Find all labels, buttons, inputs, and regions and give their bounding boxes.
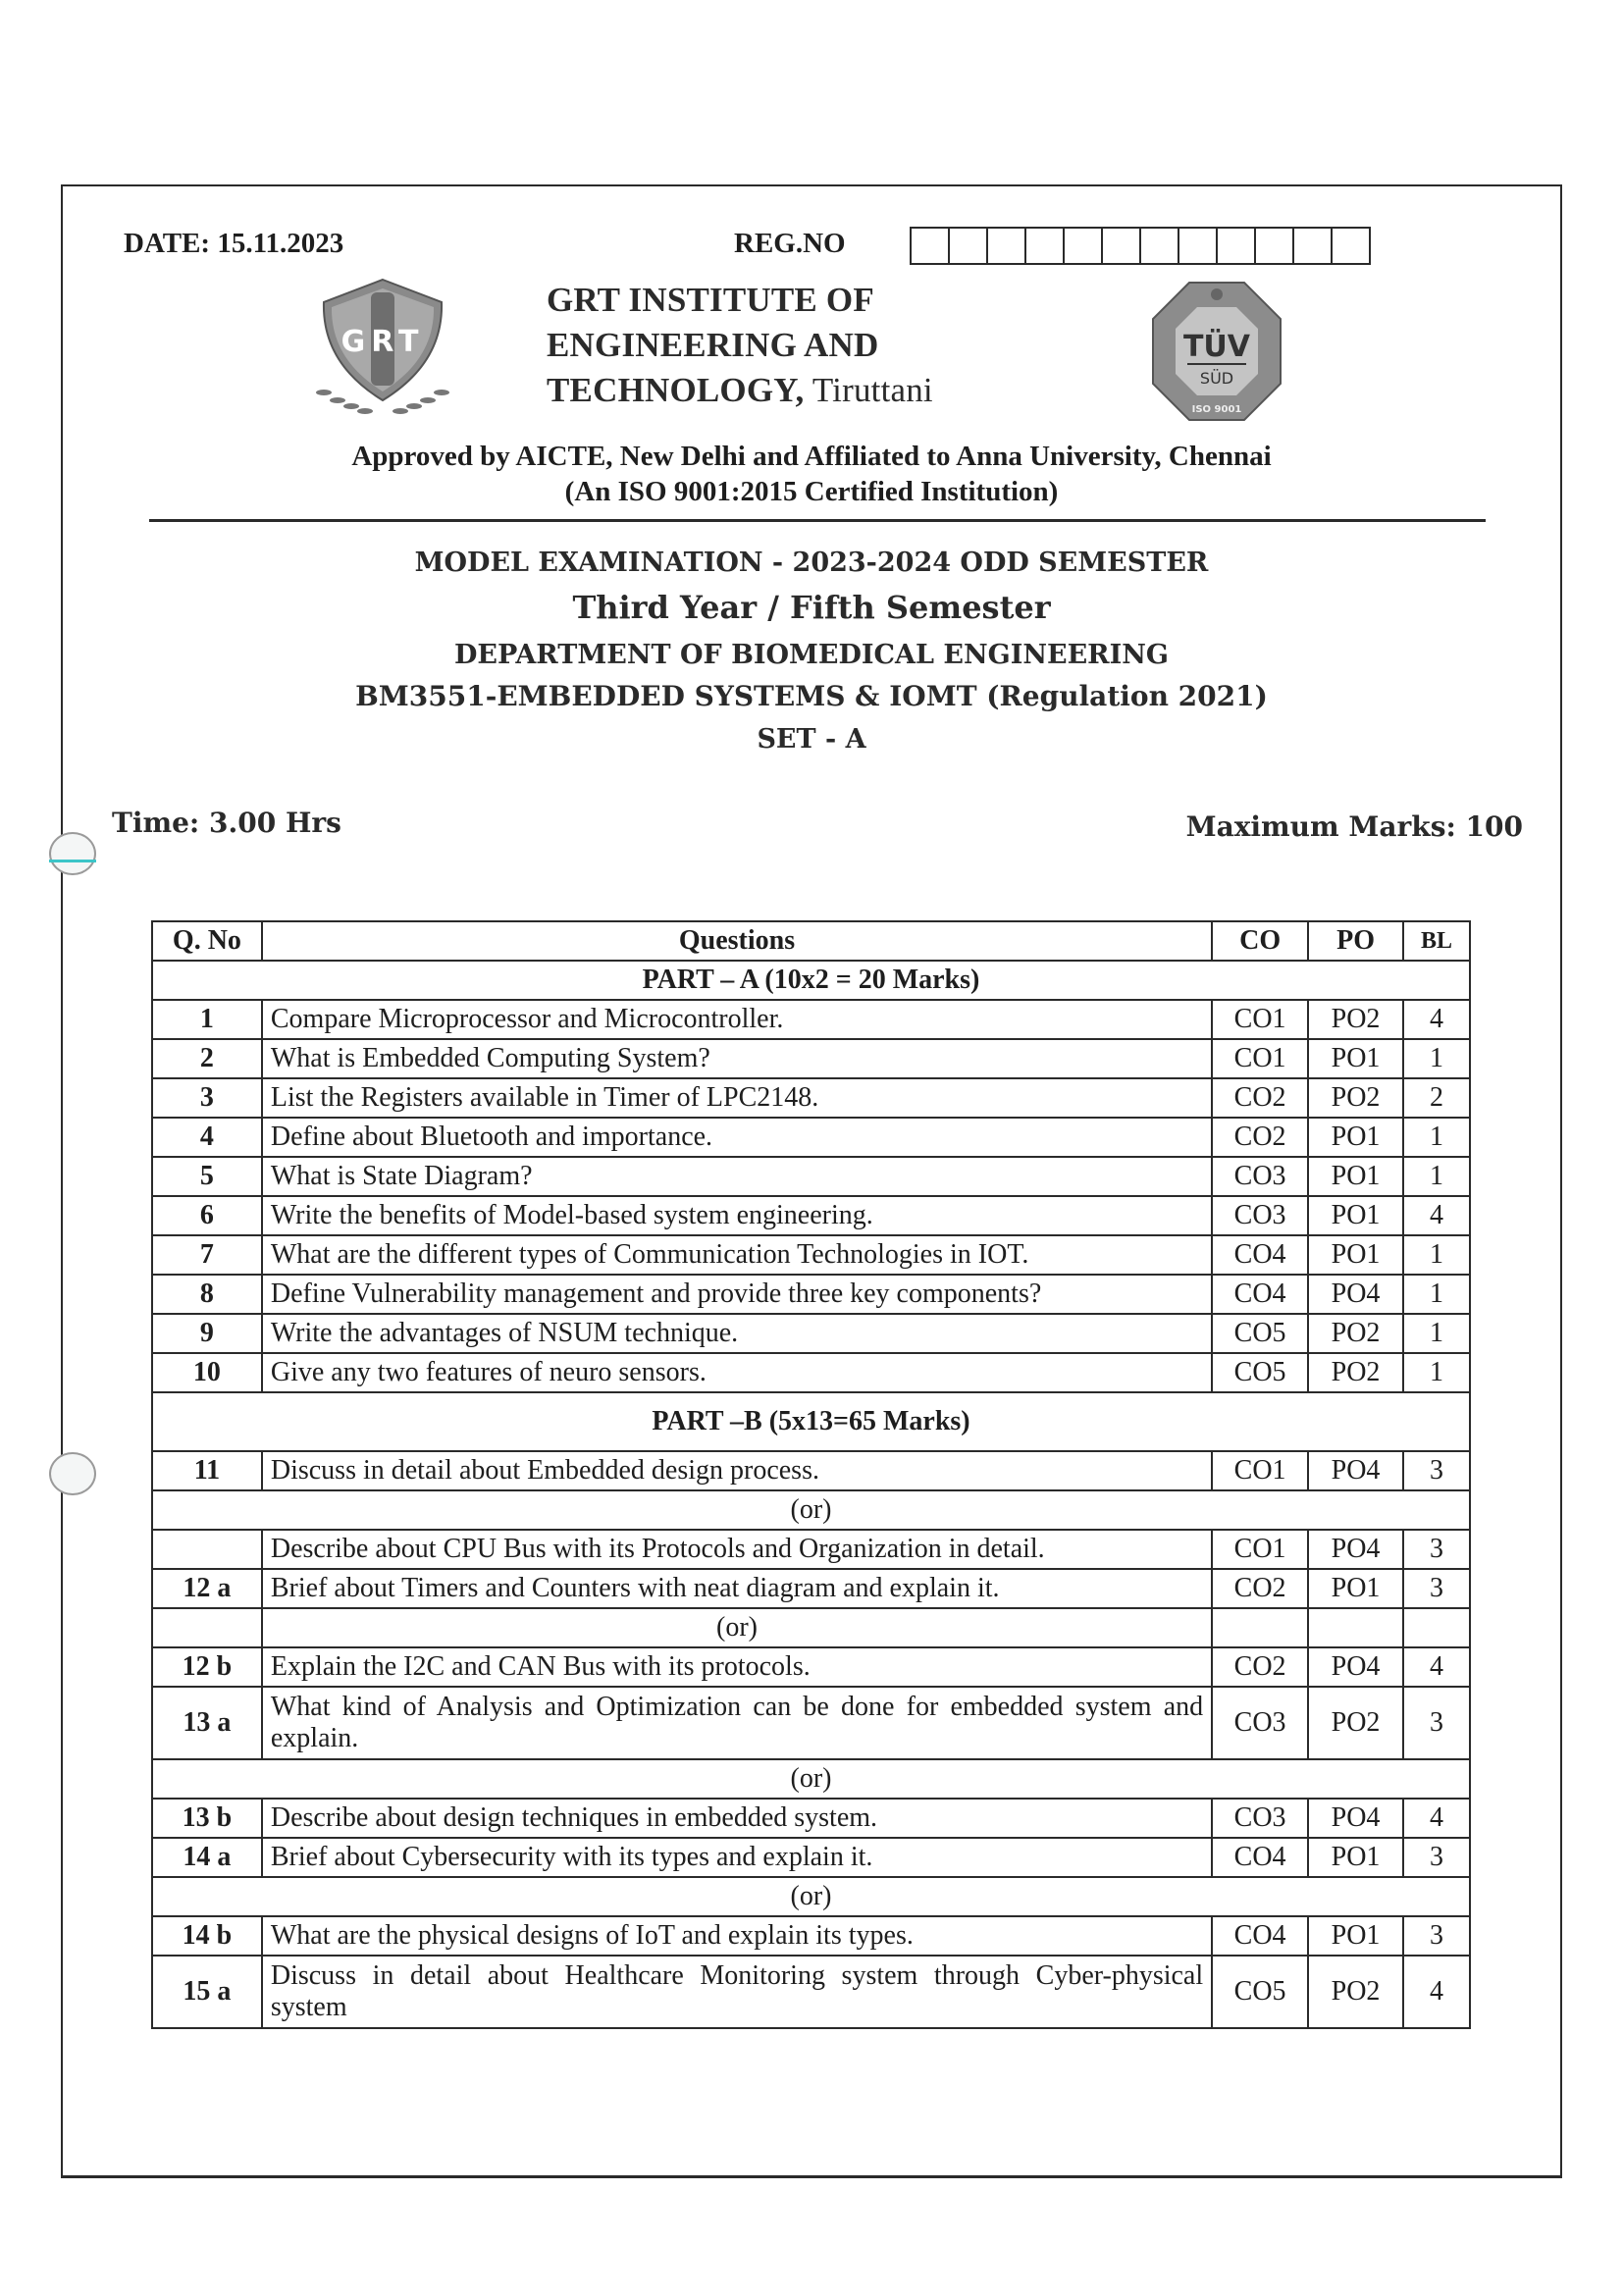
question-text: What are the different types of Communication Technologies in IOT. bbox=[262, 1235, 1212, 1275]
question-row bbox=[152, 1196, 1470, 1235]
question-row bbox=[152, 1647, 1470, 1687]
program-outcome: PO4 bbox=[1308, 1275, 1403, 1314]
part-a-heading-title: PART – A (10x2 = 20 Marks) bbox=[152, 961, 1470, 1000]
program-outcome: PO1 bbox=[1308, 1118, 1403, 1157]
question-number: 4 bbox=[152, 1118, 262, 1157]
exam-date: DATE: 15.11.2023 bbox=[124, 228, 344, 259]
blooms-level: 3 bbox=[1403, 1451, 1470, 1490]
question-text: What kind of Analysis and Optimization can be done for embedded system and explain. bbox=[262, 1687, 1212, 1759]
course-outcome: CO4 bbox=[1212, 1275, 1308, 1314]
blooms-level: 3 bbox=[1403, 1838, 1470, 1877]
blooms-level: 1 bbox=[1403, 1353, 1470, 1392]
course-outcome: CO3 bbox=[1212, 1157, 1308, 1196]
regno-digit-box[interactable] bbox=[912, 229, 950, 263]
question-number: 13 a bbox=[152, 1687, 262, 1759]
blooms-level: 4 bbox=[1403, 1647, 1470, 1687]
question-row bbox=[152, 1353, 1470, 1392]
question-text: Write the benefits of Model-based system engineering. bbox=[262, 1196, 1212, 1235]
department: DEPARTMENT OF BIOMEDICAL ENGINEERING bbox=[454, 640, 1169, 670]
grt-logo-text: GRT bbox=[340, 325, 425, 359]
question-number: 12 b bbox=[152, 1647, 262, 1687]
question-row bbox=[152, 1078, 1470, 1118]
or-empty-cell bbox=[1212, 1608, 1308, 1647]
question-number: 1 bbox=[152, 1000, 262, 1039]
or-separator-row bbox=[152, 1608, 1470, 1647]
question-row bbox=[152, 1314, 1470, 1353]
or-label: (or) bbox=[262, 1608, 1212, 1647]
question-row bbox=[152, 1157, 1470, 1196]
question-text: Give any two features of neuro sensors. bbox=[262, 1353, 1212, 1392]
question-number: 6 bbox=[152, 1196, 262, 1235]
regno-digit-box[interactable] bbox=[1333, 229, 1371, 263]
question-number: 12 a bbox=[152, 1569, 262, 1608]
regno-digit-box[interactable] bbox=[1065, 229, 1103, 263]
question-number: 13 b bbox=[152, 1799, 262, 1838]
question-row bbox=[152, 1118, 1470, 1157]
question-text: Compare Microprocessor and Microcontroller. bbox=[262, 1000, 1212, 1039]
header-bl: BL bbox=[1403, 921, 1470, 961]
program-outcome: PO2 bbox=[1308, 1314, 1403, 1353]
institution-name bbox=[547, 278, 933, 413]
question-number: 9 bbox=[152, 1314, 262, 1353]
program-outcome: PO4 bbox=[1308, 1451, 1403, 1490]
or-label: (or) bbox=[152, 1877, 1470, 1916]
exam-title: MODEL EXAMINATION - 2023-2024 ODD SEMESTER bbox=[414, 548, 1209, 578]
question-text: Define Vulnerability management and provide three key components? bbox=[262, 1275, 1212, 1314]
question-row bbox=[152, 1838, 1470, 1877]
header-qno: Q. No bbox=[152, 921, 262, 961]
punch-hole-icon bbox=[49, 1452, 96, 1495]
question-row bbox=[152, 1000, 1470, 1039]
question-number bbox=[152, 1530, 262, 1569]
regno-digit-box[interactable] bbox=[1179, 229, 1218, 263]
program-outcome: PO2 bbox=[1308, 1078, 1403, 1118]
question-number: 7 bbox=[152, 1235, 262, 1275]
blooms-level: 3 bbox=[1403, 1687, 1470, 1759]
regno-boxes[interactable] bbox=[910, 227, 1371, 265]
or-empty-cell bbox=[152, 1608, 262, 1647]
question-text: What is Embedded Computing System? bbox=[262, 1039, 1212, 1078]
question-text: Explain the I2C and CAN Bus with its protocols. bbox=[262, 1647, 1212, 1687]
or-label: (or) bbox=[152, 1490, 1470, 1530]
or-separator-row bbox=[152, 1759, 1470, 1799]
or-empty-cell bbox=[1403, 1608, 1470, 1647]
question-text: What is State Diagram? bbox=[262, 1157, 1212, 1196]
blooms-level: 1 bbox=[1403, 1157, 1470, 1196]
question-number: 3 bbox=[152, 1078, 262, 1118]
part-b-heading-title: PART –B (5x13=65 Marks) bbox=[152, 1392, 1470, 1451]
course-outcome: CO5 bbox=[1212, 1314, 1308, 1353]
question-row bbox=[152, 1916, 1470, 1956]
question-set: SET - A bbox=[757, 724, 866, 755]
grt-logo-icon bbox=[294, 275, 471, 422]
institution-line-3-text: TECHNOLOGY, bbox=[547, 371, 805, 409]
regno-digit-box[interactable] bbox=[950, 229, 988, 263]
institution-line-1: GRT INSTITUTE OF bbox=[547, 281, 874, 319]
question-row bbox=[152, 1275, 1470, 1314]
tuv-logo-text: TÜV bbox=[1182, 330, 1251, 364]
questions-table bbox=[151, 920, 1471, 2029]
question-text: Discuss in detail about Embedded design process. bbox=[262, 1451, 1212, 1490]
tuv-certification-icon bbox=[1148, 278, 1285, 425]
table-header-row bbox=[152, 921, 1470, 961]
program-outcome: PO2 bbox=[1308, 1000, 1403, 1039]
approved-line: Approved by AICTE, New Delhi and Affiliated to Anna University, Chennai bbox=[351, 441, 1272, 472]
maximum-marks: Maximum Marks: 100 bbox=[1185, 810, 1523, 843]
or-separator-row bbox=[152, 1877, 1470, 1916]
program-outcome: PO4 bbox=[1308, 1530, 1403, 1569]
question-number: 14 a bbox=[152, 1838, 262, 1877]
course-outcome: CO4 bbox=[1212, 1235, 1308, 1275]
course-outcome: CO3 bbox=[1212, 1799, 1308, 1838]
course-outcome: CO2 bbox=[1212, 1569, 1308, 1608]
question-text: Describe about CPU Bus with its Protocols and Organization in detail. bbox=[262, 1530, 1212, 1569]
question-text: What are the physical designs of IoT and explain its types. bbox=[262, 1916, 1212, 1956]
question-row bbox=[152, 1530, 1470, 1569]
question-text: Describe about design techniques in embedded system. bbox=[262, 1799, 1212, 1838]
institution-line-3 bbox=[547, 368, 933, 413]
blooms-level: 1 bbox=[1403, 1314, 1470, 1353]
question-row bbox=[152, 1451, 1470, 1490]
blooms-level: 3 bbox=[1403, 1530, 1470, 1569]
exam-duration: Time: 3.00 Hrs bbox=[112, 807, 341, 839]
header-po: PO bbox=[1308, 921, 1403, 961]
header-co: CO bbox=[1212, 921, 1308, 961]
question-row bbox=[152, 1569, 1470, 1608]
blooms-level: 4 bbox=[1403, 1956, 1470, 2028]
question-row bbox=[152, 1235, 1470, 1275]
program-outcome: PO4 bbox=[1308, 1647, 1403, 1687]
course-outcome: CO2 bbox=[1212, 1078, 1308, 1118]
question-text: Brief about Timers and Counters with neat diagram and explain it. bbox=[262, 1569, 1212, 1608]
course-outcome: CO1 bbox=[1212, 1451, 1308, 1490]
affiliation-block bbox=[0, 439, 1623, 509]
question-text: Discuss in detail about Healthcare Monitoring system through Cyber-physical system bbox=[262, 1956, 1212, 2028]
blooms-level: 1 bbox=[1403, 1275, 1470, 1314]
question-number: 11 bbox=[152, 1451, 262, 1490]
program-outcome: PO4 bbox=[1308, 1799, 1403, 1838]
blooms-level: 1 bbox=[1403, 1235, 1470, 1275]
blooms-level: 4 bbox=[1403, 1196, 1470, 1235]
certified-line: (An ISO 9001:2015 Certified Institution) bbox=[564, 476, 1059, 507]
blooms-level: 1 bbox=[1403, 1118, 1470, 1157]
program-outcome: PO1 bbox=[1308, 1039, 1403, 1078]
question-text: Write the advantages of NSUM technique. bbox=[262, 1314, 1212, 1353]
question-text: Brief about Cybersecurity with its types and explain it. bbox=[262, 1838, 1212, 1877]
course-outcome: CO5 bbox=[1212, 1956, 1308, 2028]
question-number: 14 b bbox=[152, 1916, 262, 1956]
blooms-level: 3 bbox=[1403, 1569, 1470, 1608]
question-row bbox=[152, 1039, 1470, 1078]
program-outcome: PO1 bbox=[1308, 1157, 1403, 1196]
regno-digit-box[interactable] bbox=[1218, 229, 1256, 263]
header-questions: Questions bbox=[262, 921, 1212, 961]
question-text: Define about Bluetooth and importance. bbox=[262, 1118, 1212, 1157]
course-outcome: CO1 bbox=[1212, 1039, 1308, 1078]
course-outcome: CO4 bbox=[1212, 1838, 1308, 1877]
question-number: 5 bbox=[152, 1157, 262, 1196]
question-row bbox=[152, 1799, 1470, 1838]
blooms-level: 4 bbox=[1403, 1799, 1470, 1838]
course-outcome: CO5 bbox=[1212, 1353, 1308, 1392]
year-semester: Third Year / Fifth Semester bbox=[572, 589, 1051, 626]
institution-line-2: ENGINEERING AND bbox=[547, 326, 879, 364]
regno-digit-box[interactable] bbox=[1256, 229, 1294, 263]
question-text: List the Registers available in Timer of LPC2148. bbox=[262, 1078, 1212, 1118]
program-outcome: PO1 bbox=[1308, 1235, 1403, 1275]
tuv-logo-sub: SÜD bbox=[1199, 369, 1234, 388]
question-number: 15 a bbox=[152, 1956, 262, 2028]
regno-digit-box[interactable] bbox=[1141, 229, 1179, 263]
blooms-level: 3 bbox=[1403, 1916, 1470, 1956]
course-title: BM3551-EMBEDDED SYSTEMS & IOMT (Regulation 2021) bbox=[355, 680, 1268, 712]
institution-place: Tiruttani bbox=[804, 371, 933, 409]
or-empty-cell bbox=[1308, 1608, 1403, 1647]
program-outcome: PO1 bbox=[1308, 1838, 1403, 1877]
regno-digit-box[interactable] bbox=[1026, 229, 1065, 263]
blooms-level: 2 bbox=[1403, 1078, 1470, 1118]
tuv-logo-iso: ISO 9001 bbox=[1191, 404, 1242, 415]
program-outcome: PO1 bbox=[1308, 1196, 1403, 1235]
punch-hole-icon bbox=[49, 832, 96, 875]
blooms-level: 4 bbox=[1403, 1000, 1470, 1039]
course-outcome: CO1 bbox=[1212, 1000, 1308, 1039]
program-outcome: PO2 bbox=[1308, 1956, 1403, 2028]
or-label: (or) bbox=[152, 1759, 1470, 1799]
course-outcome: CO4 bbox=[1212, 1916, 1308, 1956]
question-row bbox=[152, 1687, 1470, 1759]
program-outcome: PO2 bbox=[1308, 1687, 1403, 1759]
header-divider bbox=[149, 519, 1486, 522]
program-outcome: PO1 bbox=[1308, 1916, 1403, 1956]
or-separator-row bbox=[152, 1490, 1470, 1530]
regno-digit-box[interactable] bbox=[1103, 229, 1141, 263]
question-row bbox=[152, 1956, 1470, 2028]
course-outcome: CO2 bbox=[1212, 1118, 1308, 1157]
regno-digit-box[interactable] bbox=[1294, 229, 1333, 263]
course-outcome: CO2 bbox=[1212, 1647, 1308, 1687]
part-b-heading bbox=[152, 1392, 1470, 1451]
program-outcome: PO1 bbox=[1308, 1569, 1403, 1608]
regno-digit-box[interactable] bbox=[988, 229, 1026, 263]
part-a-heading bbox=[152, 961, 1470, 1000]
regno-label: REG.NO bbox=[734, 228, 846, 259]
question-number: 2 bbox=[152, 1039, 262, 1078]
blooms-level: 1 bbox=[1403, 1039, 1470, 1078]
question-number: 10 bbox=[152, 1353, 262, 1392]
question-number: 8 bbox=[152, 1275, 262, 1314]
course-outcome: CO3 bbox=[1212, 1196, 1308, 1235]
course-outcome: CO1 bbox=[1212, 1530, 1308, 1569]
program-outcome: PO2 bbox=[1308, 1353, 1403, 1392]
course-outcome: CO3 bbox=[1212, 1687, 1308, 1759]
